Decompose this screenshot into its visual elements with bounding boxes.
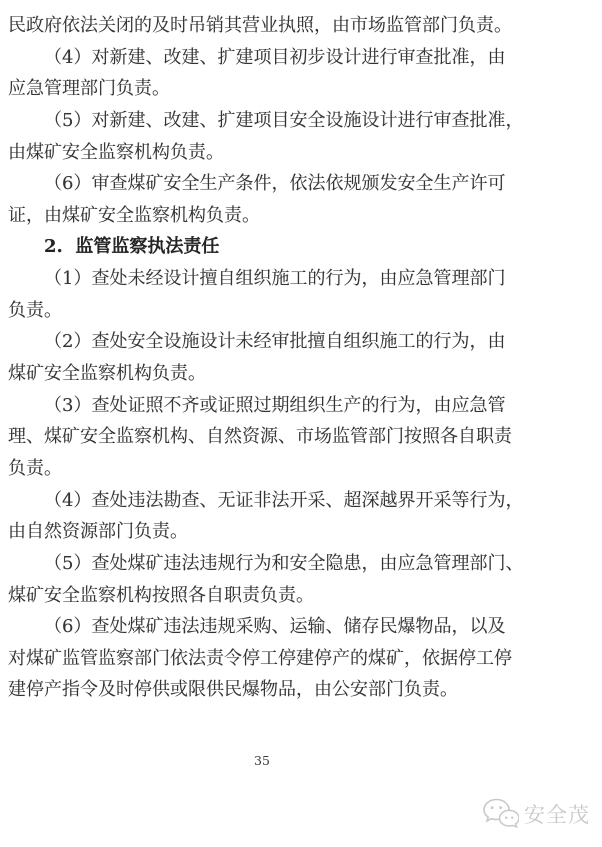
- page-number: 35: [254, 753, 270, 768]
- section-heading: 2. 监管监察执法责任: [44, 236, 220, 258]
- text-line: 对煤矿监管监察部门依法责令停工停建停产的煤矿，依据停工停: [8, 647, 512, 669]
- text-line: 理、煤矿安全监察机构、自然资源、市场监管部门按照各自职责: [8, 426, 512, 448]
- text-line: 由自然资源部门负责。: [8, 521, 188, 543]
- text-line: 负责。: [8, 299, 62, 321]
- text-line: 证，由煤矿安全监察机构负责。: [8, 204, 260, 226]
- text-line: （4）查处违法勘查、无证非法开采、超深越界开采等行为，: [44, 489, 524, 511]
- text-line: （1）查处未经设计擅自组织施工的行为，由应急管理部门: [44, 268, 506, 290]
- watermark: [483, 797, 590, 831]
- text-line: 煤矿安全监察机构按照各自职责负责。: [8, 584, 314, 606]
- text-line: （2）查处安全设施设计未经审批擅自组织施工的行为，由: [44, 331, 506, 353]
- text-line: 负责。: [8, 457, 62, 479]
- text-line: （6）审查煤矿安全生产条件，依法依规颁发安全生产许可: [44, 173, 506, 195]
- document-text: [8, 10, 524, 706]
- text-line: 应急管理部门负责。: [8, 78, 170, 100]
- text-line: （6）查处煤矿违法违规采购、运输、储存民爆物品，以及: [44, 616, 506, 638]
- text-line: （4）对新建、改建、扩建项目初步设计进行审查批准，由: [44, 46, 506, 68]
- text-line: （3）查处证照不齐或证照过期组织生产的行为，由应急管: [44, 394, 506, 416]
- text-line: （5）对新建、改建、扩建项目安全设施设计进行审查批准，: [44, 109, 524, 131]
- text-line: 建停产指令及时停供或限供民爆物品，由公安部门负责。: [8, 679, 458, 701]
- watermark-brand-text: 安全茂: [524, 803, 590, 827]
- text-line: 由煤矿安全监察机构负责。: [8, 141, 224, 163]
- text-line: 民政府依法关闭的及时吊销其营业执照，由市场监管部门负责。: [8, 15, 512, 36]
- wechat-logo-icon: [483, 798, 519, 830]
- text-line: （5）查处煤矿违法违规行为和安全隐患，由应急管理部门、: [44, 552, 524, 574]
- text-line: 煤矿安全监察机构负责。: [8, 363, 206, 385]
